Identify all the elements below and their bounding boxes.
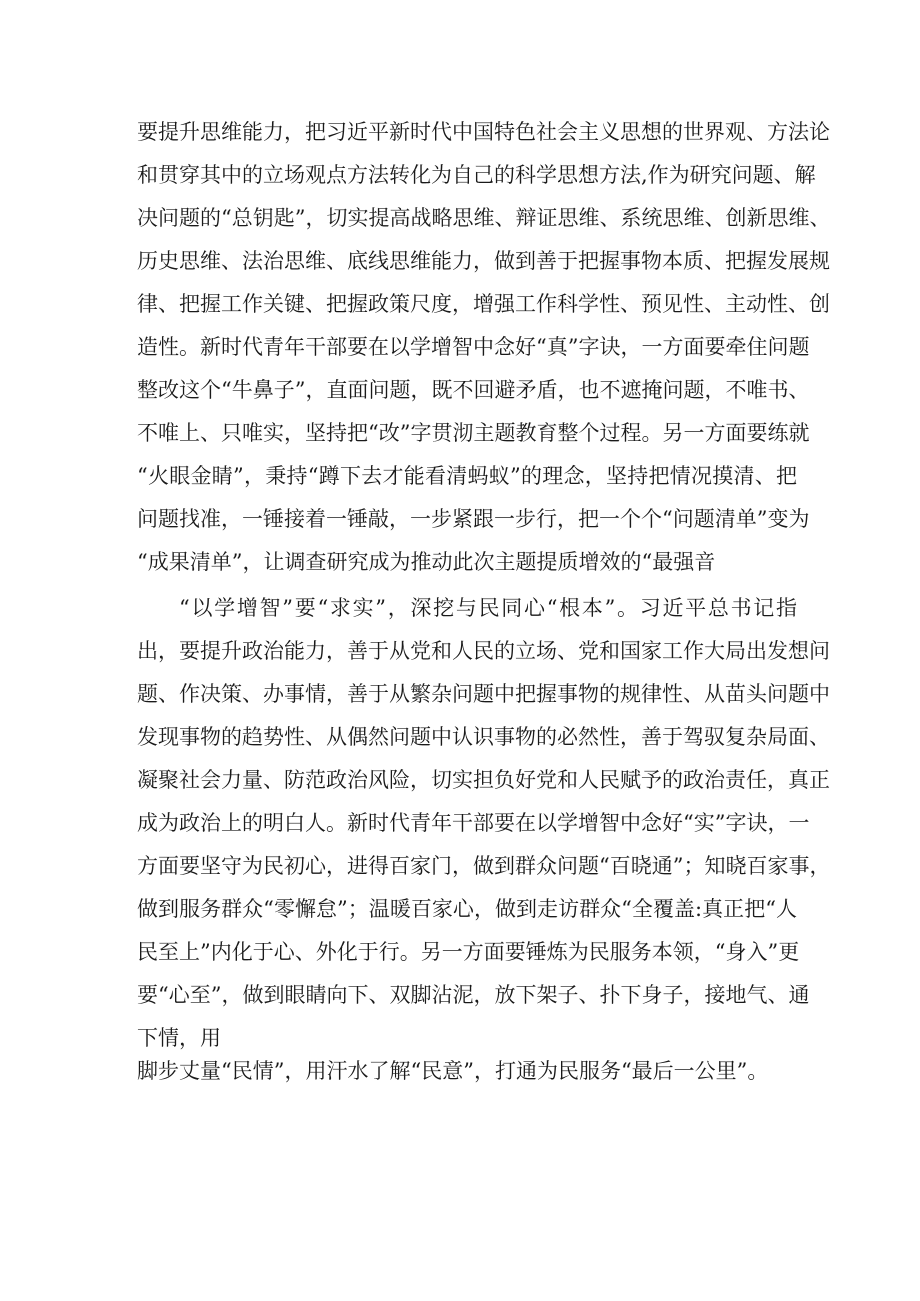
text-line: 方面要坚守为民初心，进得百家门，做到群众问题“百晓通”；知晓百家事， xyxy=(137,854,831,878)
text-line: 下情，用 xyxy=(137,1026,221,1050)
text-line: 历史思维、法治思维、底线思维能力，做到善于把握事物本质、把握发展规 xyxy=(137,249,830,273)
text-line: 不唯上、只唯实，坚持把“改”字贯沏主题教育整个过程。另一方面要练就 xyxy=(137,421,810,445)
text-line: 出，要提升政治能力，善于从党和人民的立场、党和国家工作大局出发想问 xyxy=(137,639,830,663)
text-line: 做到服务群众“零懈怠”；温暖百家心，做到走访群众“全覆盖:真正把“人 xyxy=(137,897,797,921)
text-line: 成为政治上的明白人。新时代青年干部要在以学增智中念好“实”字诀，一 xyxy=(137,811,810,835)
text-line: 造性。新时代青年干部要在以学增智中念好“真”字诀，一方面要牵住问题 xyxy=(137,335,810,359)
text-line: 题、作决策、办事情，善于从繁杂问题中把握事物的规律性、从苗头问题中 xyxy=(137,682,830,706)
text-line: 和贯穿其中的立场观点方法转化为自己的科学思想方法,作为研究问题、解 xyxy=(137,163,816,187)
text-line: 要“心至”，做到眼睛向下、双脚沾泥，放下架子、扑下身子，接地气、通 xyxy=(137,983,810,1007)
text-line: 整改这个“牛鼻子”，直面问题，既不回避矛盾，也不遮掩问题，不唯书、 xyxy=(137,378,810,402)
text-line: 民至上”内化于心、外化于行。另一方面要锤炼为民服务本领，“身入”更 xyxy=(137,940,800,964)
paragraph-first-line: “以学增智”要“求实”，深挖与民同心“根本”。习近平总书记指 xyxy=(179,596,797,620)
text-line: 发现事物的趋势性、从偶然问题中认识事物的必然性，善于驾驭复杂局面、 xyxy=(137,725,830,749)
text-line: 律、把握工作关键、把握政策尺度，增强工作科学性、预见性、主动性、创 xyxy=(137,292,830,316)
text-line: 问题找准，一锤接着一锤敲，一步紧跟一步行，把一个个“问题清单”变为 xyxy=(137,507,810,531)
text-line: “成果清单”，让调查研究成为推动此次主题提质增效的“最强音 xyxy=(137,550,716,574)
text-line: 要提升思维能力，把习近平新时代中国特色社会主义思想的世界观、方法论 xyxy=(137,120,830,144)
text-line: 脚步丈量“民情”，用汗水了解“民意”，打通为民服务“最后一公里”。 xyxy=(137,1059,769,1083)
text-line: 凝聚社会力量、防范政治风险，切实担负好党和人民赋予的政治责任，真正 xyxy=(137,768,830,792)
text-line: 决问题的“总钥匙”，切实提高战略思维、辩证思维、系统思维、创新思维、 xyxy=(137,206,831,230)
text-line: “火眼金睛”，秉持“蹲下去才能看清蚂蚁”的理念，坚持把情况摸清、把 xyxy=(137,464,797,488)
